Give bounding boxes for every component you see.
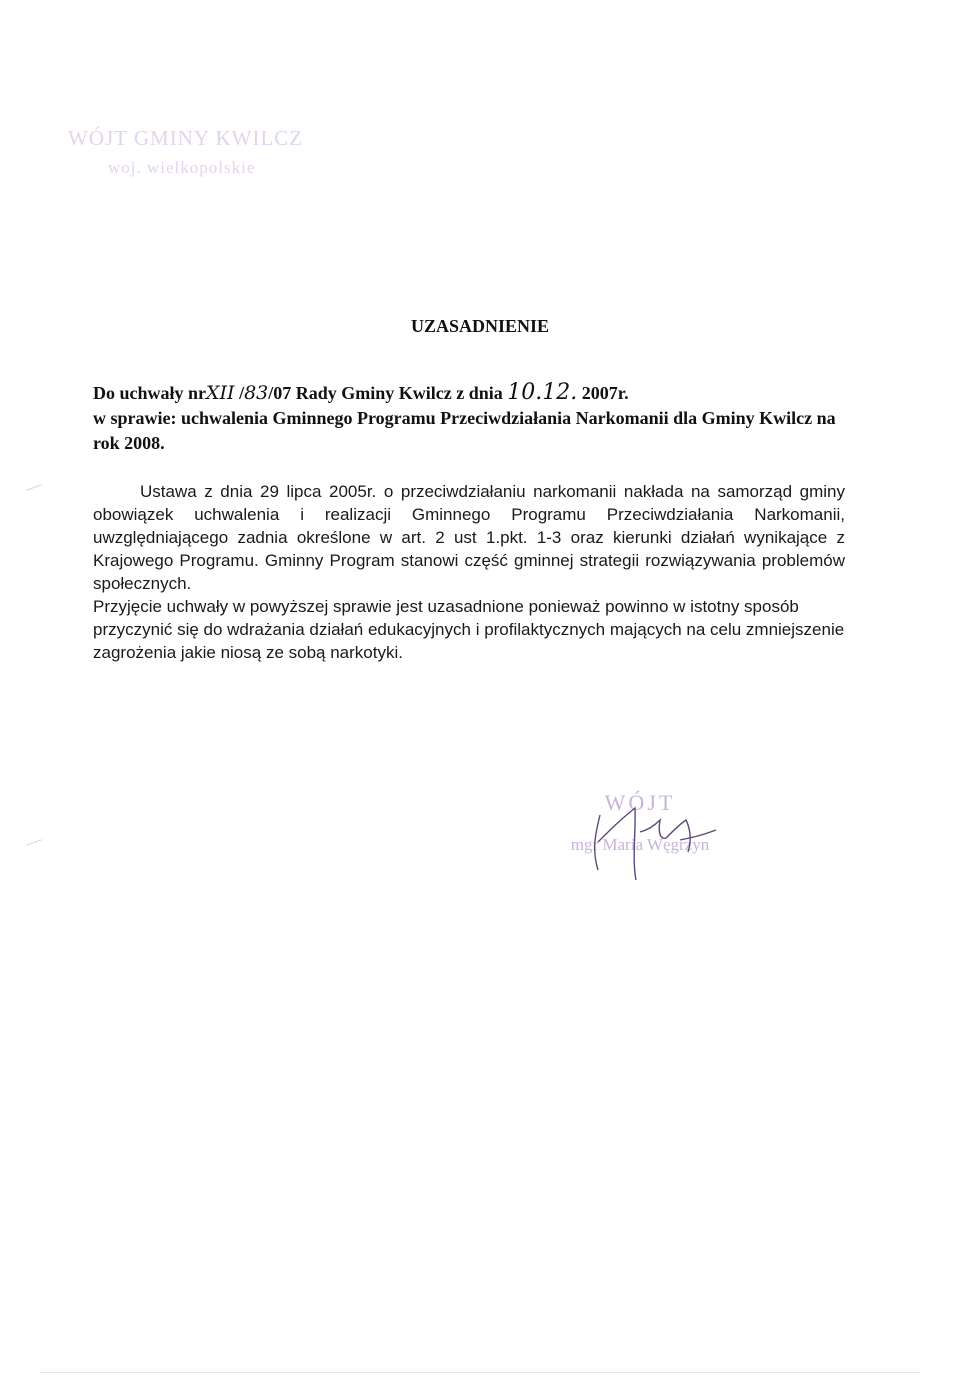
reference-year: 2007r. xyxy=(577,383,629,403)
office-stamp-line2: woj. wielkopolskie xyxy=(108,158,256,177)
reference-line1 xyxy=(93,380,853,406)
reference-roman: XII xyxy=(206,382,235,404)
body-paragraph-2: Przyjęcie uchwały w powyższej sprawie jest uzasadnione ponieważ powinno w istotny sposób przyczynić się do wdrażania działań edukacyjnych i profilaktycznych mających na celu zmniejszenie zagrożenia jakie niosą ze sobą narkotyki. xyxy=(93,597,845,662)
document-title: UZASADNIENIE xyxy=(410,316,550,336)
reference-number-handwritten: 83 xyxy=(244,382,269,404)
office-stamp-line1: WÓJT GMINY KWILCZ xyxy=(68,126,304,150)
document-body xyxy=(93,480,845,664)
reference-date-handwritten: 10.12. xyxy=(507,380,578,405)
punch-mark-top xyxy=(26,484,41,490)
signature-stamp-name: mgr Maria Węgrzyn xyxy=(570,835,710,854)
reference-suffix: /07 Rady Gminy Kwilcz z dnia xyxy=(268,383,503,403)
signature-stamp-title: WÓJT xyxy=(604,790,676,815)
resolution-reference xyxy=(93,380,853,456)
reference-prefix: Do uchwały nr xyxy=(93,383,207,403)
bottom-edge-line xyxy=(40,1372,920,1373)
punch-mark-bottom xyxy=(26,839,41,845)
reference-sep: / xyxy=(234,383,245,403)
reference-subject: w sprawie: uchwalenia Gminnego Programu Przeciwdziałania Narkomanii dla Gminy Kwilcz na rok 2008. xyxy=(93,408,836,453)
signature-stamp xyxy=(540,780,740,900)
body-paragraph-1: Ustawa z dnia 29 lipca 2005r. o przeciwdziałaniu narkomanii nakłada na samorząd gminy obowiązek uchwalenia i realizacji Gminnego Programu Przeciwdziałania Narkomanii, uwzględniającego zadnia określone w art. 2 ust 1.pkt. 1-3 oraz kierunki działań wynikające z Krajowego Programu. Gminny Program stanowi część gminnej strategii rozwiązywania problemów społecznych. xyxy=(93,482,845,593)
